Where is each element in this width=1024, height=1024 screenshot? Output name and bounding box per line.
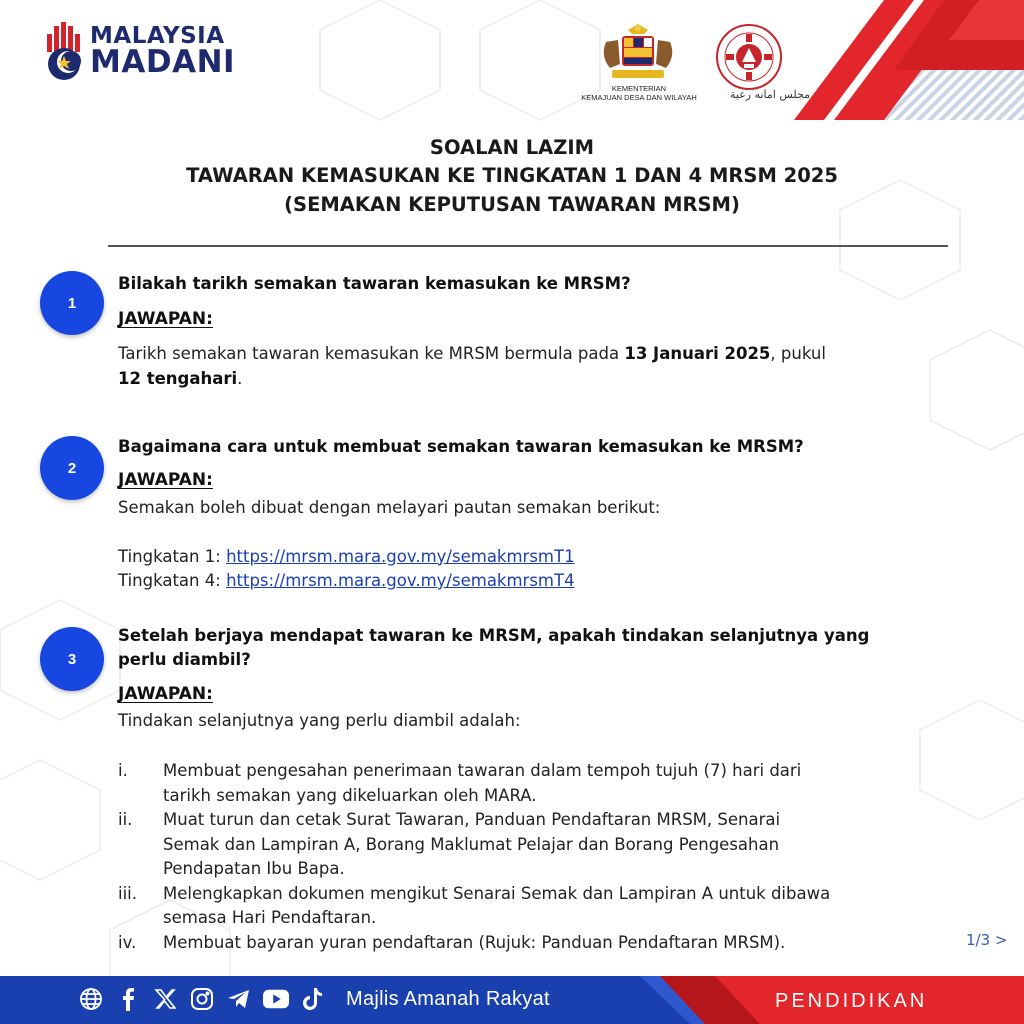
question-1: Bilakah tarikh semakan tawaran kemasukan ke MRSM?	[118, 274, 631, 293]
telegram-icon[interactable]	[226, 986, 252, 1012]
link-row-t1	[118, 545, 940, 570]
step-number: iii.	[118, 883, 137, 903]
answer-2-intro: Semakan boleh dibuat dengan melayari pautan semakan berikut:	[118, 498, 661, 517]
answer-1-date: 13 Januari 2025	[624, 344, 771, 363]
ministry-name	[578, 84, 700, 102]
question-3-line1: Setelah berjaya mendapat tawaran ke MRSM, apakah tindakan selanjutnya yang	[118, 626, 870, 645]
step-text: Membuat pengesahan penerimaan tawaran dalam tempoh tujuh (7) hari dari	[163, 761, 802, 780]
madani-emblem-icon	[44, 20, 84, 82]
instagram-icon[interactable]	[189, 986, 215, 1012]
answer-label-2: JAWAPAN:	[118, 470, 213, 490]
title-line3: (SEMAKAN KEPUTUSAN TAWARAN MRSM)	[284, 193, 740, 216]
answer-1-time: 12 tengahari	[118, 368, 238, 388]
answer-1-text-c: .	[237, 368, 243, 388]
facebook-icon[interactable]	[115, 986, 141, 1012]
list-item	[118, 759, 918, 808]
mara-jawi-script: ﻣﺠﻠﺲ ﺍﻣﺎﻧﻪ ﺭﻋﻴﺔ	[730, 88, 811, 101]
ministry-line2: KEMAJUAN DESA DAN WILAYAH	[581, 93, 697, 102]
question-3	[118, 624, 938, 672]
question-2: Bagaimana cara untuk membuat semakan tawaran kemasukan ke MRSM?	[118, 437, 804, 456]
malaysia-madani-logo	[44, 20, 235, 82]
answer-1-text-b: , pukul	[770, 344, 826, 363]
national-crest-icon	[598, 22, 678, 84]
step-text: Semak dan Lampiran A, Borang Maklumat Pelajar dan Borang Pengesahan	[163, 834, 780, 854]
link-semak-t4[interactable]: https://mrsm.mara.gov.my/semakmrsmT4	[226, 571, 575, 590]
link-label-t4: Tingkatan 4:	[118, 571, 227, 590]
step-text: Pendapatan Ibu Bapa.	[163, 859, 345, 878]
list-item	[118, 882, 918, 931]
step-text: semasa Hari Pendaftaran.	[163, 908, 377, 927]
footer-bar	[0, 976, 1024, 1024]
page-title	[0, 134, 1024, 219]
link-label-t1: Tingkatan 1:	[118, 546, 227, 566]
link-semak-t1[interactable]: https://mrsm.mara.gov.my/semakmrsmT1	[226, 546, 575, 566]
step-text: Melengkapkan dokumen mengikut Senarai Semak dan Lampiran A untuk dibawa	[163, 883, 831, 903]
question-number-badge-3: 3	[40, 627, 104, 691]
social-icons	[78, 986, 326, 1012]
step-text: Muat turun dan cetak Surat Tawaran, Panduan Pendaftaran MRSM, Senarai	[163, 810, 781, 829]
step-number: iv.	[118, 932, 137, 952]
step-text: Membuat bayaran yuran pendaftaran (Rujuk: Panduan Pendaftaran MRSM).	[163, 932, 786, 952]
footer-category: PENDIDIKAN	[775, 990, 928, 1012]
corner-stripes-decoration	[764, 0, 1024, 120]
title-line2: TAWARAN KEMASUKAN KE TINGKATAN 1 DAN 4 MRSM 2025	[186, 164, 838, 187]
page-indicator[interactable]: 1/3 >	[966, 931, 1008, 949]
ministry-line1: KEMENTERIAN	[611, 84, 667, 93]
step-number: ii.	[118, 810, 133, 829]
globe-icon[interactable]	[78, 986, 104, 1012]
list-item	[118, 808, 918, 882]
step-number: i.	[118, 761, 128, 780]
youtube-icon[interactable]	[263, 986, 289, 1012]
step-text: tarikh semakan yang dikeluarkan oleh MARA.	[163, 785, 537, 805]
tiktok-icon[interactable]	[300, 986, 326, 1012]
madani-line1: MALAYSIA	[90, 22, 225, 49]
answer-1	[118, 342, 940, 391]
answer-2	[118, 496, 940, 594]
answer-3-steps	[118, 759, 918, 955]
x-icon[interactable]	[152, 986, 178, 1012]
answer-label-3: JAWAPAN:	[118, 684, 213, 704]
footer-org-name: Majlis Amanah Rakyat	[346, 988, 550, 1010]
question-number-badge-2: 2	[40, 436, 104, 500]
title-divider	[108, 245, 948, 247]
link-row-t4	[118, 569, 940, 594]
answer-label-1: JAWAPAN:	[118, 309, 213, 329]
question-number-badge-1: 1	[40, 271, 104, 335]
madani-line2: MADANI	[90, 43, 236, 80]
answer-1-text-a: Tarikh semakan tawaran kemasukan ke MRSM bermula pada	[118, 344, 625, 363]
list-item	[118, 931, 918, 956]
question-3-line2: perlu diambil?	[118, 650, 251, 669]
title-line1: SOALAN LAZIM	[429, 136, 595, 159]
answer-3-intro: Tindakan selanjutnya yang perlu diambil adalah:	[118, 711, 521, 730]
